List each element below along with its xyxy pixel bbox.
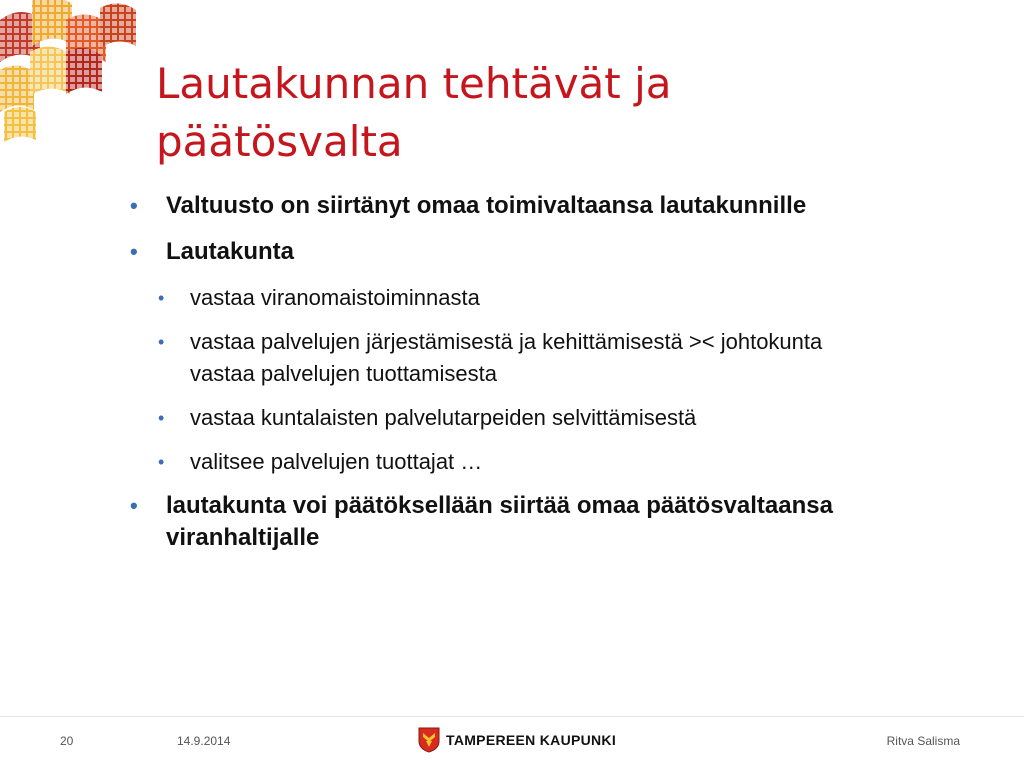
footer-brand bbox=[418, 727, 616, 753]
sub-bullet-item bbox=[130, 282, 890, 314]
bullet-text: vastaa viranomaistoiminnasta bbox=[190, 285, 480, 310]
page-number: 20 bbox=[60, 734, 74, 748]
bullet-text: Valtuusto on siirtänyt omaa toimivaltaansa lautakunnille bbox=[166, 192, 807, 219]
sub-bullet-item bbox=[130, 402, 890, 434]
footer-author: Ritva Salisma bbox=[886, 734, 960, 748]
bullet-text: valitsee palvelujen tuottajat … bbox=[190, 449, 483, 474]
bullet-icon: • bbox=[158, 452, 165, 472]
brand-name: TAMPEREEN KAUPUNKI bbox=[446, 732, 617, 748]
bullet-icon: • bbox=[130, 493, 138, 518]
bullet-icon: • bbox=[158, 408, 165, 428]
footer-date: 14.9.2014 bbox=[177, 734, 231, 748]
footer-divider bbox=[0, 716, 1024, 717]
bullet-icon: • bbox=[158, 288, 165, 308]
bullet-icon: • bbox=[158, 332, 165, 352]
bullet-icon: • bbox=[130, 193, 138, 218]
sub-bullet-item bbox=[130, 326, 890, 390]
tampere-crest-icon bbox=[418, 727, 440, 753]
bullet-item bbox=[130, 490, 890, 554]
bullet-text: vastaa kuntalaisten palvelutarpeiden selvittämisestä bbox=[190, 405, 697, 430]
bullet-icon: • bbox=[130, 239, 138, 264]
bullet-item bbox=[130, 190, 890, 222]
tampere-pattern-logo-icon bbox=[0, 0, 150, 150]
sub-bullet-item bbox=[130, 446, 890, 478]
bullet-text: vastaa palvelujen järjestämisestä ja kehittämisestä >< johtokunta vastaa palvelujen tuottamisesta bbox=[190, 329, 823, 386]
bullet-list bbox=[130, 190, 890, 568]
bullet-text: Lautakunta bbox=[166, 238, 295, 265]
slide-title: Lautakunnan tehtävät ja päätösvalta bbox=[156, 59, 672, 166]
bullet-text: lautakunta voi päätöksellään siirtää omaa päätösvaltaansa viranhaltijalle bbox=[166, 492, 833, 551]
bullet-item bbox=[130, 236, 890, 268]
